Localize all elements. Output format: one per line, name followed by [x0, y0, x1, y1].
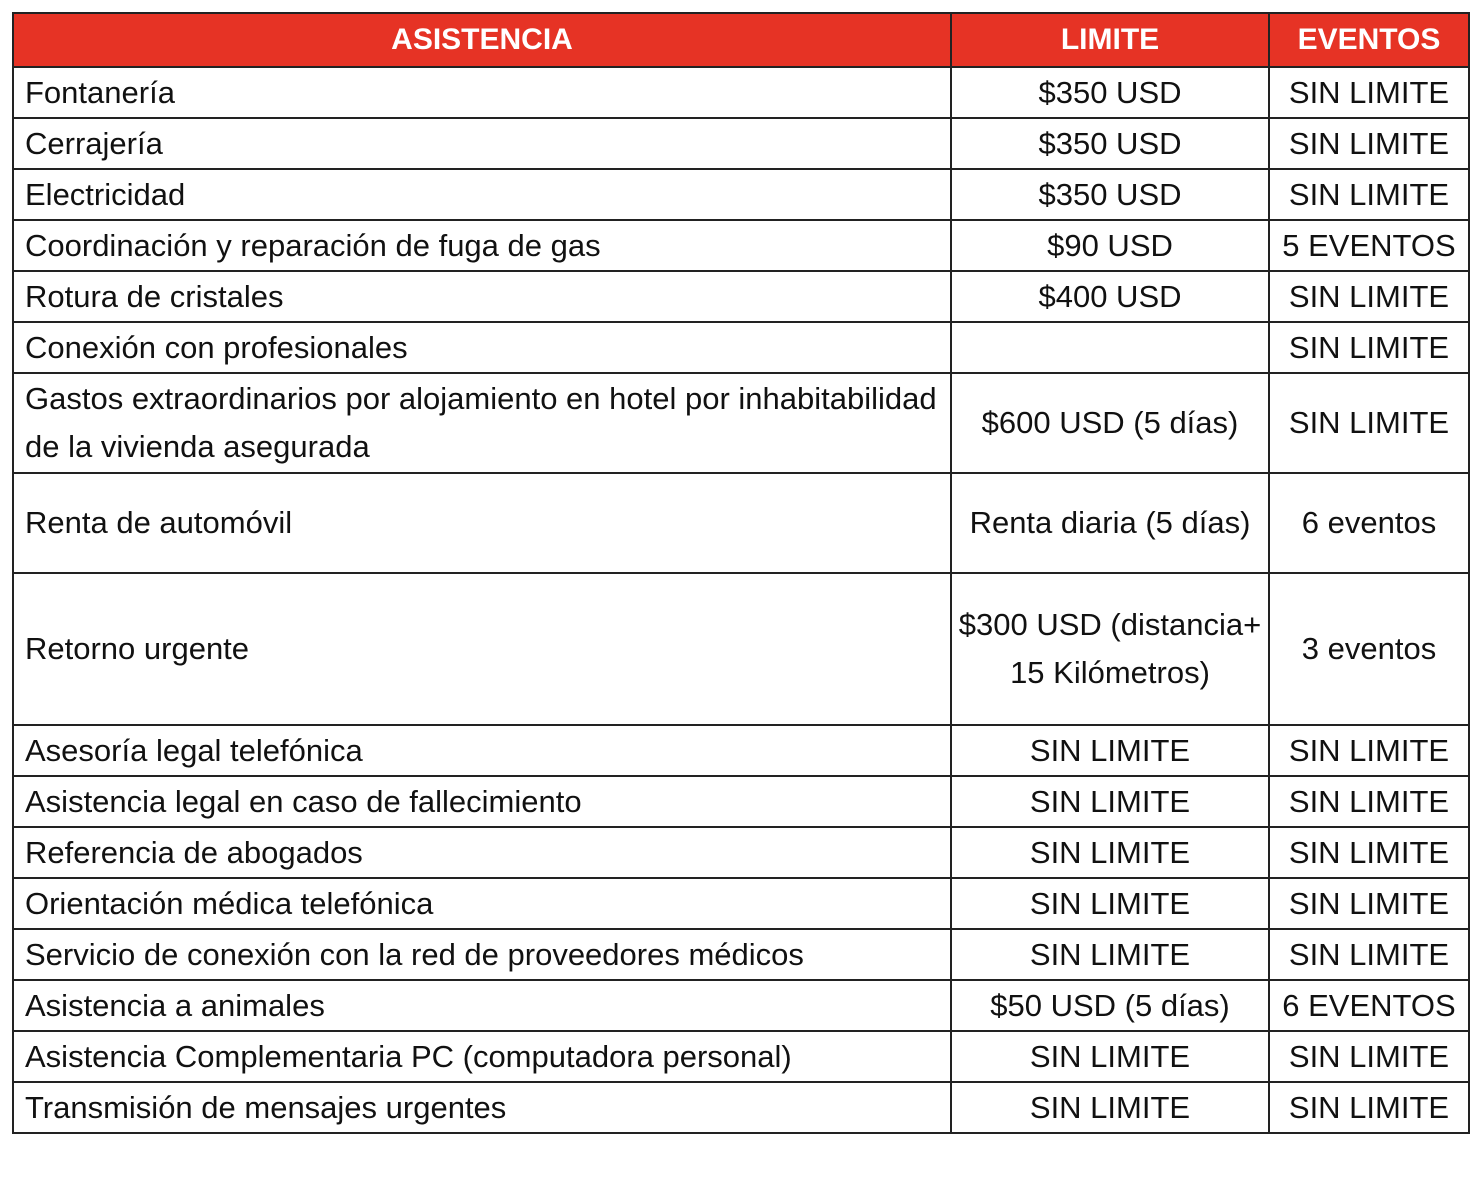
cell-asistencia: Asistencia legal en caso de fallecimiento	[13, 776, 951, 827]
cell-limite: Renta diaria (5 días)	[951, 473, 1269, 573]
cell-asistencia: Orientación médica telefónica	[13, 878, 951, 929]
cell-eventos: 6 eventos	[1269, 473, 1469, 573]
table-row	[13, 1082, 1469, 1133]
cell-limite: $350 USD	[951, 118, 1269, 169]
cell-eventos: SIN LIMITE	[1269, 118, 1469, 169]
cell-limite: SIN LIMITE	[951, 878, 1269, 929]
header-asistencia: ASISTENCIA	[13, 13, 951, 67]
cell-limite: $300 USD (distancia+ 15 Kilómetros)	[951, 573, 1269, 725]
cell-limite: SIN LIMITE	[951, 1031, 1269, 1082]
cell-eventos: SIN LIMITE	[1269, 169, 1469, 220]
table-row	[13, 776, 1469, 827]
cell-eventos: SIN LIMITE	[1269, 271, 1469, 322]
cell-eventos: SIN LIMITE	[1269, 878, 1469, 929]
table-row	[13, 271, 1469, 322]
table-row	[13, 118, 1469, 169]
table-row	[13, 573, 1469, 725]
header-eventos: EVENTOS	[1269, 13, 1469, 67]
table-body	[13, 67, 1469, 1133]
table-row	[13, 1031, 1469, 1082]
cell-eventos: SIN LIMITE	[1269, 827, 1469, 878]
header-limite: LIMITE	[951, 13, 1269, 67]
cell-asistencia: Conexión con profesionales	[13, 322, 951, 373]
table-row	[13, 67, 1469, 118]
cell-limite: SIN LIMITE	[951, 929, 1269, 980]
cell-limite: $600 USD (5 días)	[951, 373, 1269, 473]
cell-asistencia: Asistencia Complementaria PC (computadora personal)	[13, 1031, 951, 1082]
coverage-table	[12, 12, 1470, 1134]
table-row	[13, 169, 1469, 220]
cell-asistencia: Retorno urgente	[13, 573, 951, 725]
cell-asistencia: Transmisión de mensajes urgentes	[13, 1082, 951, 1133]
table-row	[13, 980, 1469, 1031]
cell-limite: SIN LIMITE	[951, 776, 1269, 827]
cell-eventos: SIN LIMITE	[1269, 322, 1469, 373]
table-row	[13, 878, 1469, 929]
cell-limite: $400 USD	[951, 271, 1269, 322]
cell-eventos: SIN LIMITE	[1269, 67, 1469, 118]
table-row	[13, 827, 1469, 878]
coverage-table-container	[12, 12, 1468, 1134]
cell-limite: SIN LIMITE	[951, 725, 1269, 776]
cell-asistencia: Gastos extraordinarios por alojamiento en hotel por inhabitabilidad de la vivienda asegurada	[13, 373, 951, 473]
cell-eventos: SIN LIMITE	[1269, 1031, 1469, 1082]
cell-eventos: 5 EVENTOS	[1269, 220, 1469, 271]
cell-asistencia: Cerrajería	[13, 118, 951, 169]
cell-limite: $350 USD	[951, 67, 1269, 118]
table-row	[13, 725, 1469, 776]
cell-asistencia: Asistencia a animales	[13, 980, 951, 1031]
cell-limite: $90 USD	[951, 220, 1269, 271]
cell-asistencia: Coordinación y reparación de fuga de gas	[13, 220, 951, 271]
cell-limite: $50 USD (5 días)	[951, 980, 1269, 1031]
table-row	[13, 322, 1469, 373]
table-header	[13, 13, 1469, 67]
cell-eventos: SIN LIMITE	[1269, 1082, 1469, 1133]
cell-asistencia: Renta de automóvil	[13, 473, 951, 573]
cell-limite: SIN LIMITE	[951, 827, 1269, 878]
cell-asistencia: Electricidad	[13, 169, 951, 220]
cell-asistencia: Servicio de conexión con la red de proveedores médicos	[13, 929, 951, 980]
header-row	[13, 13, 1469, 67]
cell-eventos: SIN LIMITE	[1269, 929, 1469, 980]
cell-eventos: SIN LIMITE	[1269, 725, 1469, 776]
cell-eventos: SIN LIMITE	[1269, 373, 1469, 473]
cell-asistencia: Asesoría legal telefónica	[13, 725, 951, 776]
table-row	[13, 220, 1469, 271]
cell-eventos: SIN LIMITE	[1269, 776, 1469, 827]
cell-eventos: 3 eventos	[1269, 573, 1469, 725]
table-row	[13, 473, 1469, 573]
table-row	[13, 929, 1469, 980]
cell-limite	[951, 322, 1269, 373]
cell-asistencia: Rotura de cristales	[13, 271, 951, 322]
cell-limite: SIN LIMITE	[951, 1082, 1269, 1133]
cell-limite: $350 USD	[951, 169, 1269, 220]
cell-eventos: 6 EVENTOS	[1269, 980, 1469, 1031]
cell-asistencia: Fontanería	[13, 67, 951, 118]
table-row	[13, 373, 1469, 473]
cell-asistencia: Referencia de abogados	[13, 827, 951, 878]
